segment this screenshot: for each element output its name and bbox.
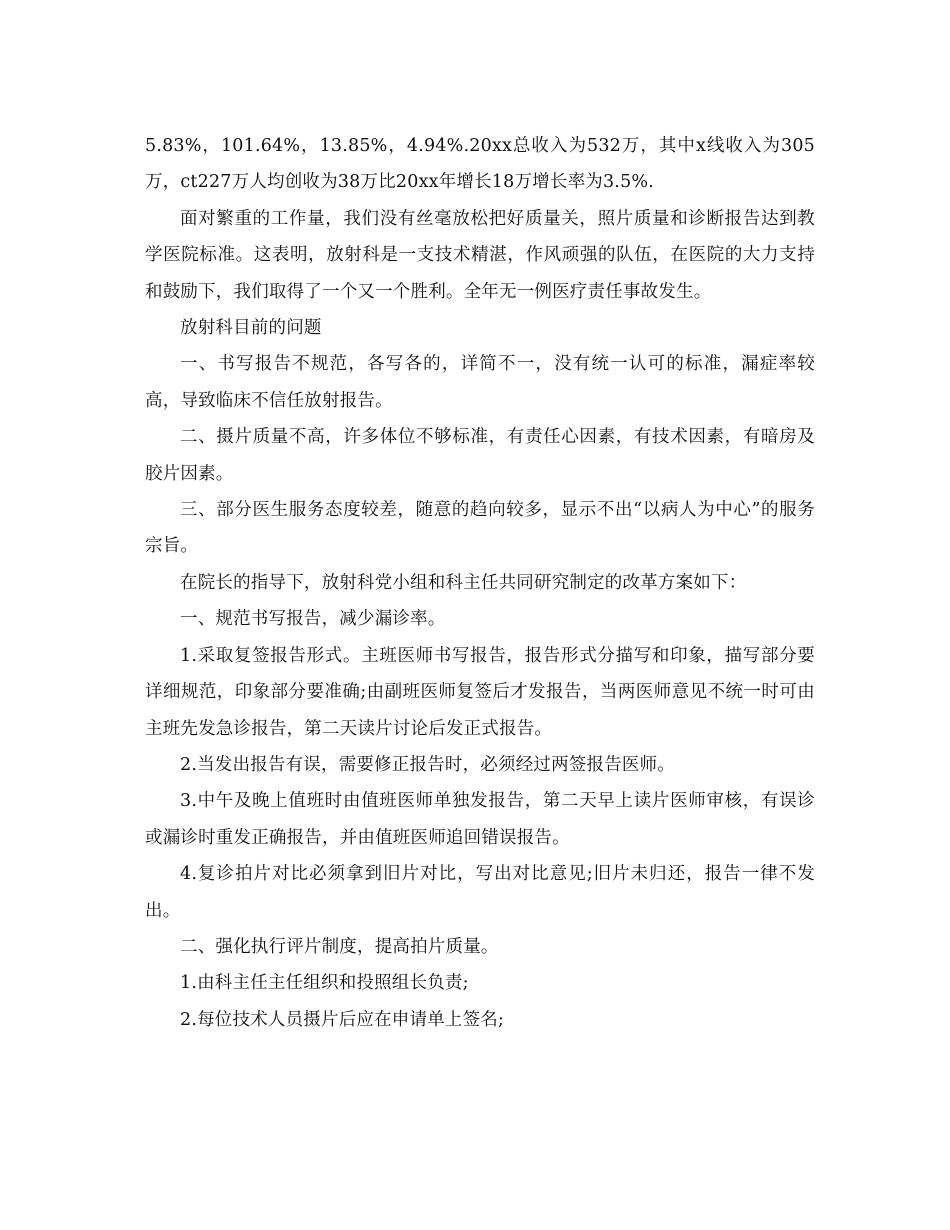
paragraph-reform-1-item-4: 4.复诊拍片对比必须拿到旧片对比，写出对比意见;旧片未归还，报告一律不发出。 xyxy=(145,864,815,921)
paragraph-problem-1: 一、书写报告不规范，各写各的，详简不一，没有统一认可的标准，漏症率较高，导致临床不信任放射报告。 xyxy=(145,354,815,411)
paragraph-reform-2-item-1: 1.由科主任主任组织和投照组长负责; xyxy=(180,973,469,994)
paragraph-problem-2: 二、摄片质量不高，许多体位不够标准，有责任心因素，有技术因素，有暗房及胶片因素。 xyxy=(145,427,815,484)
paragraph-reform-1-heading: 一、规范书写报告，减少漏诊率。 xyxy=(180,609,446,630)
paragraph-reform-1-item-2: 2.当发出报告有误，需要修正报告时，必须经过两签报告医师。 xyxy=(180,754,675,775)
paragraph-reform-1-item-3: 3.中午及晚上值班时由值班医师单独发报告，第二天早上读片医师审核，有误诊或漏诊时重发正确报告，并由值班医师追回错误报告。 xyxy=(145,791,815,848)
paragraph-quality-achievement: 面对繁重的工作量，我们没有丝毫放松把好质量关，照片质量和诊断报告达到教学医院标准。这表明，放射科是一支技术精湛，作风顽强的队伍，在医院的大力支持和鼓励下，我们取得了一个又一个胜利。全年无一例医疗责任事故发生。 xyxy=(145,208,815,302)
paragraph-reform-2-item-2: 2.每位技术人员摄片后应在申请单上签名; xyxy=(180,1009,505,1030)
paragraph-problem-3: 三、部分医生服务态度较差，随意的趋向较多，显示不出“以病人为中心”的服务宗旨。 xyxy=(145,500,815,557)
document-body xyxy=(145,128,815,1038)
section-heading-problems: 放射科目前的问题 xyxy=(180,318,322,339)
paragraph-reform-intro: 在院长的指导下，放射科党小组和科主任共同研究制定的改革方案如下： xyxy=(180,572,747,593)
paragraph-reform-1-item-1: 1.采取复签报告形式。主班医师书写报告，报告形式分描写和印象，描写部分要详细规范，印象部分要准确;由副班医师复签后才发报告，当两医师意见不统一时可由主班先发急诊报告，第二天读片讨论后发正式报告。 xyxy=(145,645,815,739)
paragraph-reform-2-heading: 二、强化执行评片制度，提高拍片质量。 xyxy=(180,936,499,957)
paragraph-income-stats: 5.83%，101.64%，13.85%，4.94%.20xx总收入为532万，其中x线收入为305万，ct227万人均创收为38万比20xx年增长18万增长率为3.5%. xyxy=(145,136,815,193)
